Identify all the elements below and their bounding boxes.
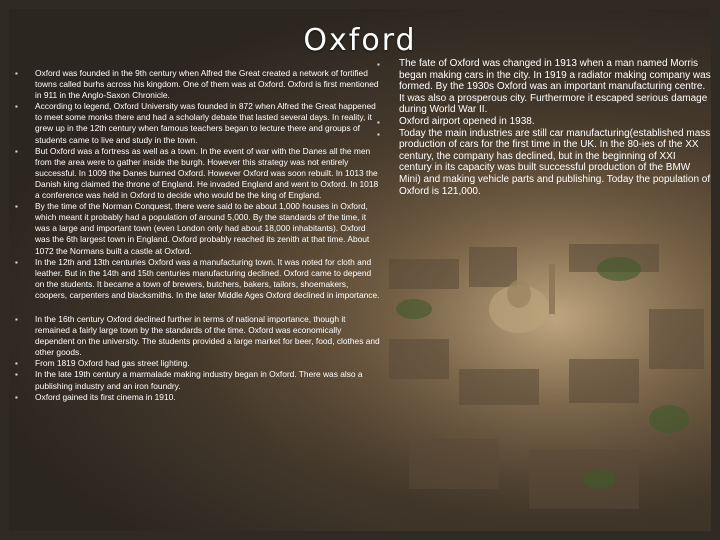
- left-bullet-6: ▪ From 1819 Oxford had gas street lighting.: [9, 358, 381, 369]
- right-bullet-0: ▪ The fate of Oxford was changed in 1913 when a man named Morris began making cars in the city. In 1919 a radiator making company was formed. By the 1930s Oxford was an important manufacturing centre. It was also a prosperous city. Furthermore it escaped serious damage during World War II.: [375, 58, 711, 116]
- left-bullet-4: ▪ In the 12th and 13th centuries Oxford was a manufacturing town. It was noted for cloth and leather. But in the 14th and 15th centuries manufacturing declined. Oxford came to depend on the students. It became a town of brewers, butchers, bakers, tailors, shoemakers, coopers, carpenters and blacksmiths. In the later Middle Ages Oxford declined in importance.: [9, 257, 381, 301]
- slide-title: Oxford: [303, 23, 417, 58]
- left-bullet-1: ▪ According to legend, Oxford University was founded in 872 when Alfred the Great happened to meet some monks there and had a scholarly debate that lasted several days. In reality, it grew up in the 12th century when famous teachers began to lecture there and groups of students came to live and study in the town.: [9, 101, 381, 145]
- slide: [9, 9, 711, 531]
- left-bullet-5: ▪ In the 16th century Oxford declined further in terms of national importance, though it remained a fairly large town by the standards of the time. Oxford was economically dependent on the university. The students provided a large market for beer, food, clothes and other goods.: [9, 314, 381, 358]
- left-bullet-0: ▪ Oxford was founded in the 9th century when Alfred the Great created a network of fortified towns called burhs across his kingdom. One of them was at Oxford. Oxford is first mentioned in 911 in the Anglo-Saxon Chronicle.: [9, 68, 381, 101]
- right-bullet-2: ▪ Today the main industries are still car manufacturing(established mass production of cars for the first time in the UK. In the 80-ies of the XX century, the company has declined, but in the beginning of XXI century in its capacity was built successful production of the BMW Mini) and making vehicle parts and publishing. Today the population of Oxford is 121,000.: [375, 128, 711, 198]
- right-bullet-1: ▪ Oxford airport opened in 1938.: [375, 116, 711, 128]
- right-text-column: [375, 58, 711, 197]
- left-bullet-3: ▪ By the time of the Norman Conquest, there were said to be about 1,000 houses in Oxford, which meant it probably had a population of around 5,000. By the standards of the time, it was a large and important town (even London only had about 18,000 inhabitants). Oxford was the 6th largest town in England. Oxford probably reached its zenith at that time. About 1072 the Normans built a castle at Oxford.: [9, 201, 381, 256]
- left-text-column: [9, 68, 381, 403]
- left-bullet-8: ▪ Oxford gained its first cinema in 1910.: [9, 392, 381, 403]
- left-bullet-2: ▪ But Oxford was a fortress as well as a town. In the event of war with the Danes all the men from the area were to gather inside the burgh. However this strategy was not entirely successful. In 1009 the Danes burned Oxford. However Oxford was soon rebuilt. In 1013 the Danish king claimed the throne of England. He invaded England and went to Oxford. In 1018 a conference was held in Oxford to decide who would be the king of England.: [9, 146, 381, 201]
- left-bullet-7: ▪ In the late 19th century a marmalade making industry began in Oxford. There was also a publishing industry and an iron foundry.: [9, 369, 381, 391]
